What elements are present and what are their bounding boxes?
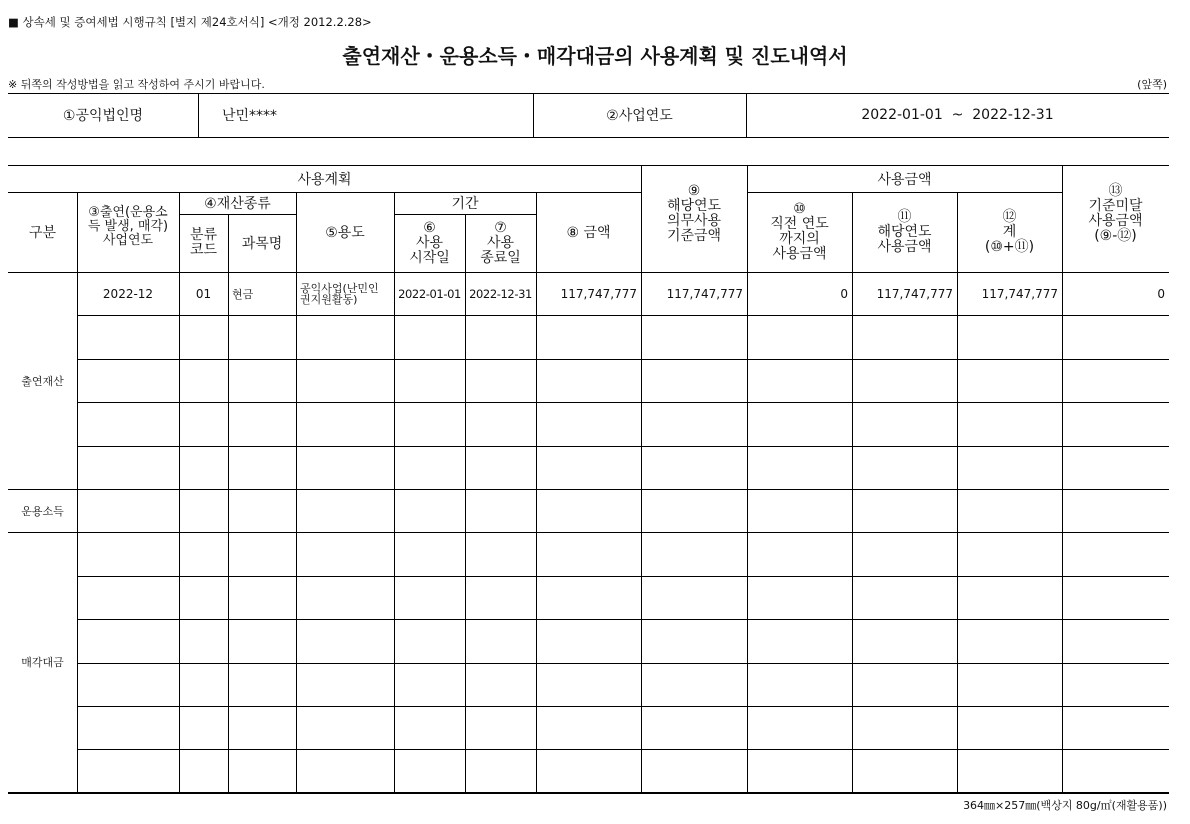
business-year-label: ②사업연도 (606, 108, 673, 124)
header-period: 기간 (451, 196, 479, 212)
header-subject: 과목명 (241, 236, 283, 252)
row-shortfall[interactable]: 0 (1157, 286, 1165, 301)
row-year[interactable]: 2022-12 (102, 286, 154, 301)
row-prev-used[interactable]: 0 (840, 286, 848, 301)
page-side-label: (앞쪽) (1137, 78, 1167, 91)
section-contribution: 출연재산 (21, 374, 64, 388)
header-cur-used: ⑪ 해당연도 사용금액 (877, 208, 932, 255)
form-title: 출연재산・운용소득・매각대금의 사용계획 및 진도내역서 (342, 44, 848, 68)
header-asset-type: ④재산종류 (204, 196, 271, 212)
law-reference: ■ 상속세 및 증여세법 시행규칙 [별지 제24호서식] <개정 2012.2.28> (8, 15, 372, 29)
header-contribution-year: ③출연(운용소 득 발생, 매각) 사업연도 (87, 205, 169, 248)
header-start-date: ⑥ 사용 시작일 (409, 219, 450, 266)
paper-spec: 364㎜×257㎜(백상지 80g/㎡(재활용품)) (963, 799, 1167, 812)
row-subject[interactable]: 현금 (232, 287, 254, 301)
header-division: 구분 (28, 225, 57, 241)
header-obligation-base: ⑨ 해당연도 의무사용 기준금액 (666, 182, 722, 244)
row-purpose[interactable]: 공익사업(난민인 권지원활동) (300, 281, 379, 306)
row-amount[interactable]: 117,747,777 (560, 286, 637, 301)
header-total: ⑫ 계 (⑩+⑪) (984, 208, 1035, 255)
row-class-code[interactable]: 01 (195, 286, 212, 301)
section-income: 운용소득 (21, 504, 64, 518)
header-shortfall: ⑬ 기준미달 사용금액 (⑨-⑫) (1088, 182, 1143, 244)
header-end-date: ⑦ 사용 종료일 (480, 219, 521, 266)
corp-name-value[interactable]: 난민**** (222, 108, 278, 124)
header-plan-group: 사용계획 (297, 171, 352, 188)
row-total[interactable]: 117,747,777 (981, 286, 1058, 301)
header-amount: ⑧ 금액 (566, 225, 611, 241)
corp-name-label: ①공익법인명 (62, 108, 144, 124)
business-year-value[interactable]: 2022-01-01 ~ 2022-12-31 (861, 107, 1054, 123)
section-sale: 매각대금 (21, 656, 64, 669)
row-start-date[interactable]: 2022-01-01 (398, 286, 461, 301)
header-class-code: 분류 코드 (189, 227, 218, 258)
row-obligation-base[interactable]: 117,747,777 (666, 286, 743, 301)
instruction-note: ※ 뒤쪽의 작성방법을 읽고 작성하여 주시기 바랍니다. (8, 78, 265, 91)
header-prev-used: ⑩ 직전 연도 까지의 사용금액 (770, 201, 829, 262)
row-cur-used[interactable]: 117,747,777 (876, 286, 953, 301)
row-end-date[interactable]: 2022-12-31 (469, 286, 532, 301)
header-purpose: ⑤용도 (325, 225, 365, 241)
header-amount-group: 사용금액 (877, 171, 932, 188)
